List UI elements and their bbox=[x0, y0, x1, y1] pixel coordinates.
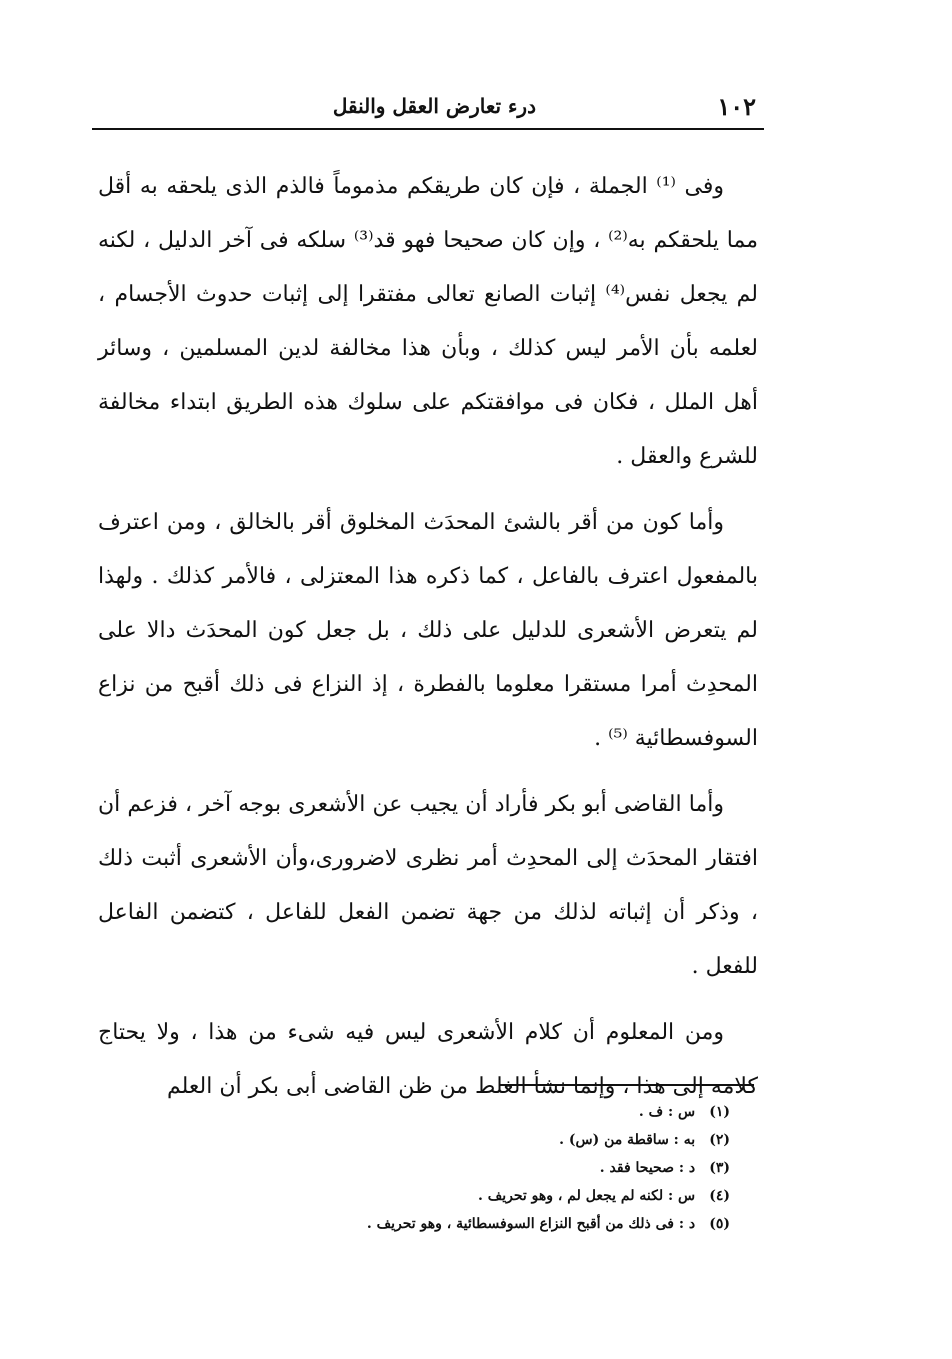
footnote-number: (٥) bbox=[709, 1216, 730, 1232]
page-number: ١٠٢ bbox=[717, 92, 756, 121]
footnote-5 bbox=[260, 1210, 730, 1238]
footnote-text: س : لكنه لم يجعل لم ، وهو تحريف . bbox=[478, 1188, 696, 1204]
footnote-1 bbox=[260, 1098, 730, 1126]
page-header bbox=[92, 88, 760, 128]
footnote-3 bbox=[260, 1154, 730, 1182]
running-title: درء تعارض العقل والنقل bbox=[332, 94, 536, 118]
paragraph-4: ومن المعلوم أن كلام الأشعرى ليس فيه شىء من هذا ، ولا يحتاج كلامه إلى هذا ، وإنما نشأ الغلط من ظن القاضى أبى بكر أن العلم bbox=[98, 1020, 758, 1099]
paragraph-2: وأما كون من أقر بالشئ المحدَث المخلوق أقر بالخالق ، ومن اعترف بالمفعول اعترف بالفاعل ، كما ذكره هذا المعتزلى ، فالأمر كذلك . ولهذا لم يتعرض الأشعرى للدليل على ذلك ، بل جعل كون المحدَث دالا على المحدِث أمرا مستقرا معلوما بالفطرة ، إذ النزاع فى ذلك أقبح من نزاع السوفسطائية ⁽⁵⁾ . bbox=[98, 510, 758, 751]
paragraph-3: وأما القاضى أبو بكر فأراد أن يجيب عن الأشعرى بوجه آخر ، فزعم أن افتقار المحدَث إلى المحدِث أمر نظرى لاضرورى،وأن الأشعرى أثبت ذلك ، وذكر أن إثباته لذلك من جهة تضمن الفعل للفاعل ، كتضمن الفاعل للفعل . bbox=[98, 792, 758, 979]
footnote-text: د : صحيحا فقد . bbox=[599, 1160, 696, 1176]
footnote-number: (٤) bbox=[709, 1188, 730, 1204]
footnote-text: د : فى ذلك من أقبح النزاع السوفسطائية ، وهو تحريف . bbox=[366, 1216, 696, 1232]
footnote-text: به : ساقطة من (س) . bbox=[559, 1132, 696, 1148]
footnotes bbox=[260, 1098, 730, 1238]
footnote-number: (١) bbox=[709, 1104, 730, 1120]
footnote-number: (٣) bbox=[709, 1160, 730, 1176]
header-rule bbox=[92, 128, 764, 130]
footnote-number: (٢) bbox=[709, 1132, 730, 1148]
paragraph-1: وفى ⁽¹⁾ الجملة ، فإن كان طريقكم مذموماً فالذم الذى يلحقه به أقل مما يلحقكم به⁽²⁾ ، وإن كان صحيحا فهو قد⁽³⁾ سلكه فى آخر الدليل ، لكنه لم يجعل نفس⁽⁴⁾ إثبات الصانع تعالى مفتقرا إلى إثبات حدوث الأجسام ، لعلمه بأن الأمر ليس كذلك ، وبأن هذا مخالفة لدين المسلمين ، وسائر أهل الملل ، فكان فى موافقتكم على سلوك هذه الطريق ابتداء مخالفة للشرع والعقل . bbox=[98, 174, 759, 469]
footnote-text: س : ف . bbox=[638, 1104, 696, 1120]
footnote-separator bbox=[500, 1084, 754, 1086]
footnote-4 bbox=[260, 1182, 730, 1210]
footnote-2 bbox=[260, 1126, 730, 1154]
main-text bbox=[98, 160, 758, 1126]
